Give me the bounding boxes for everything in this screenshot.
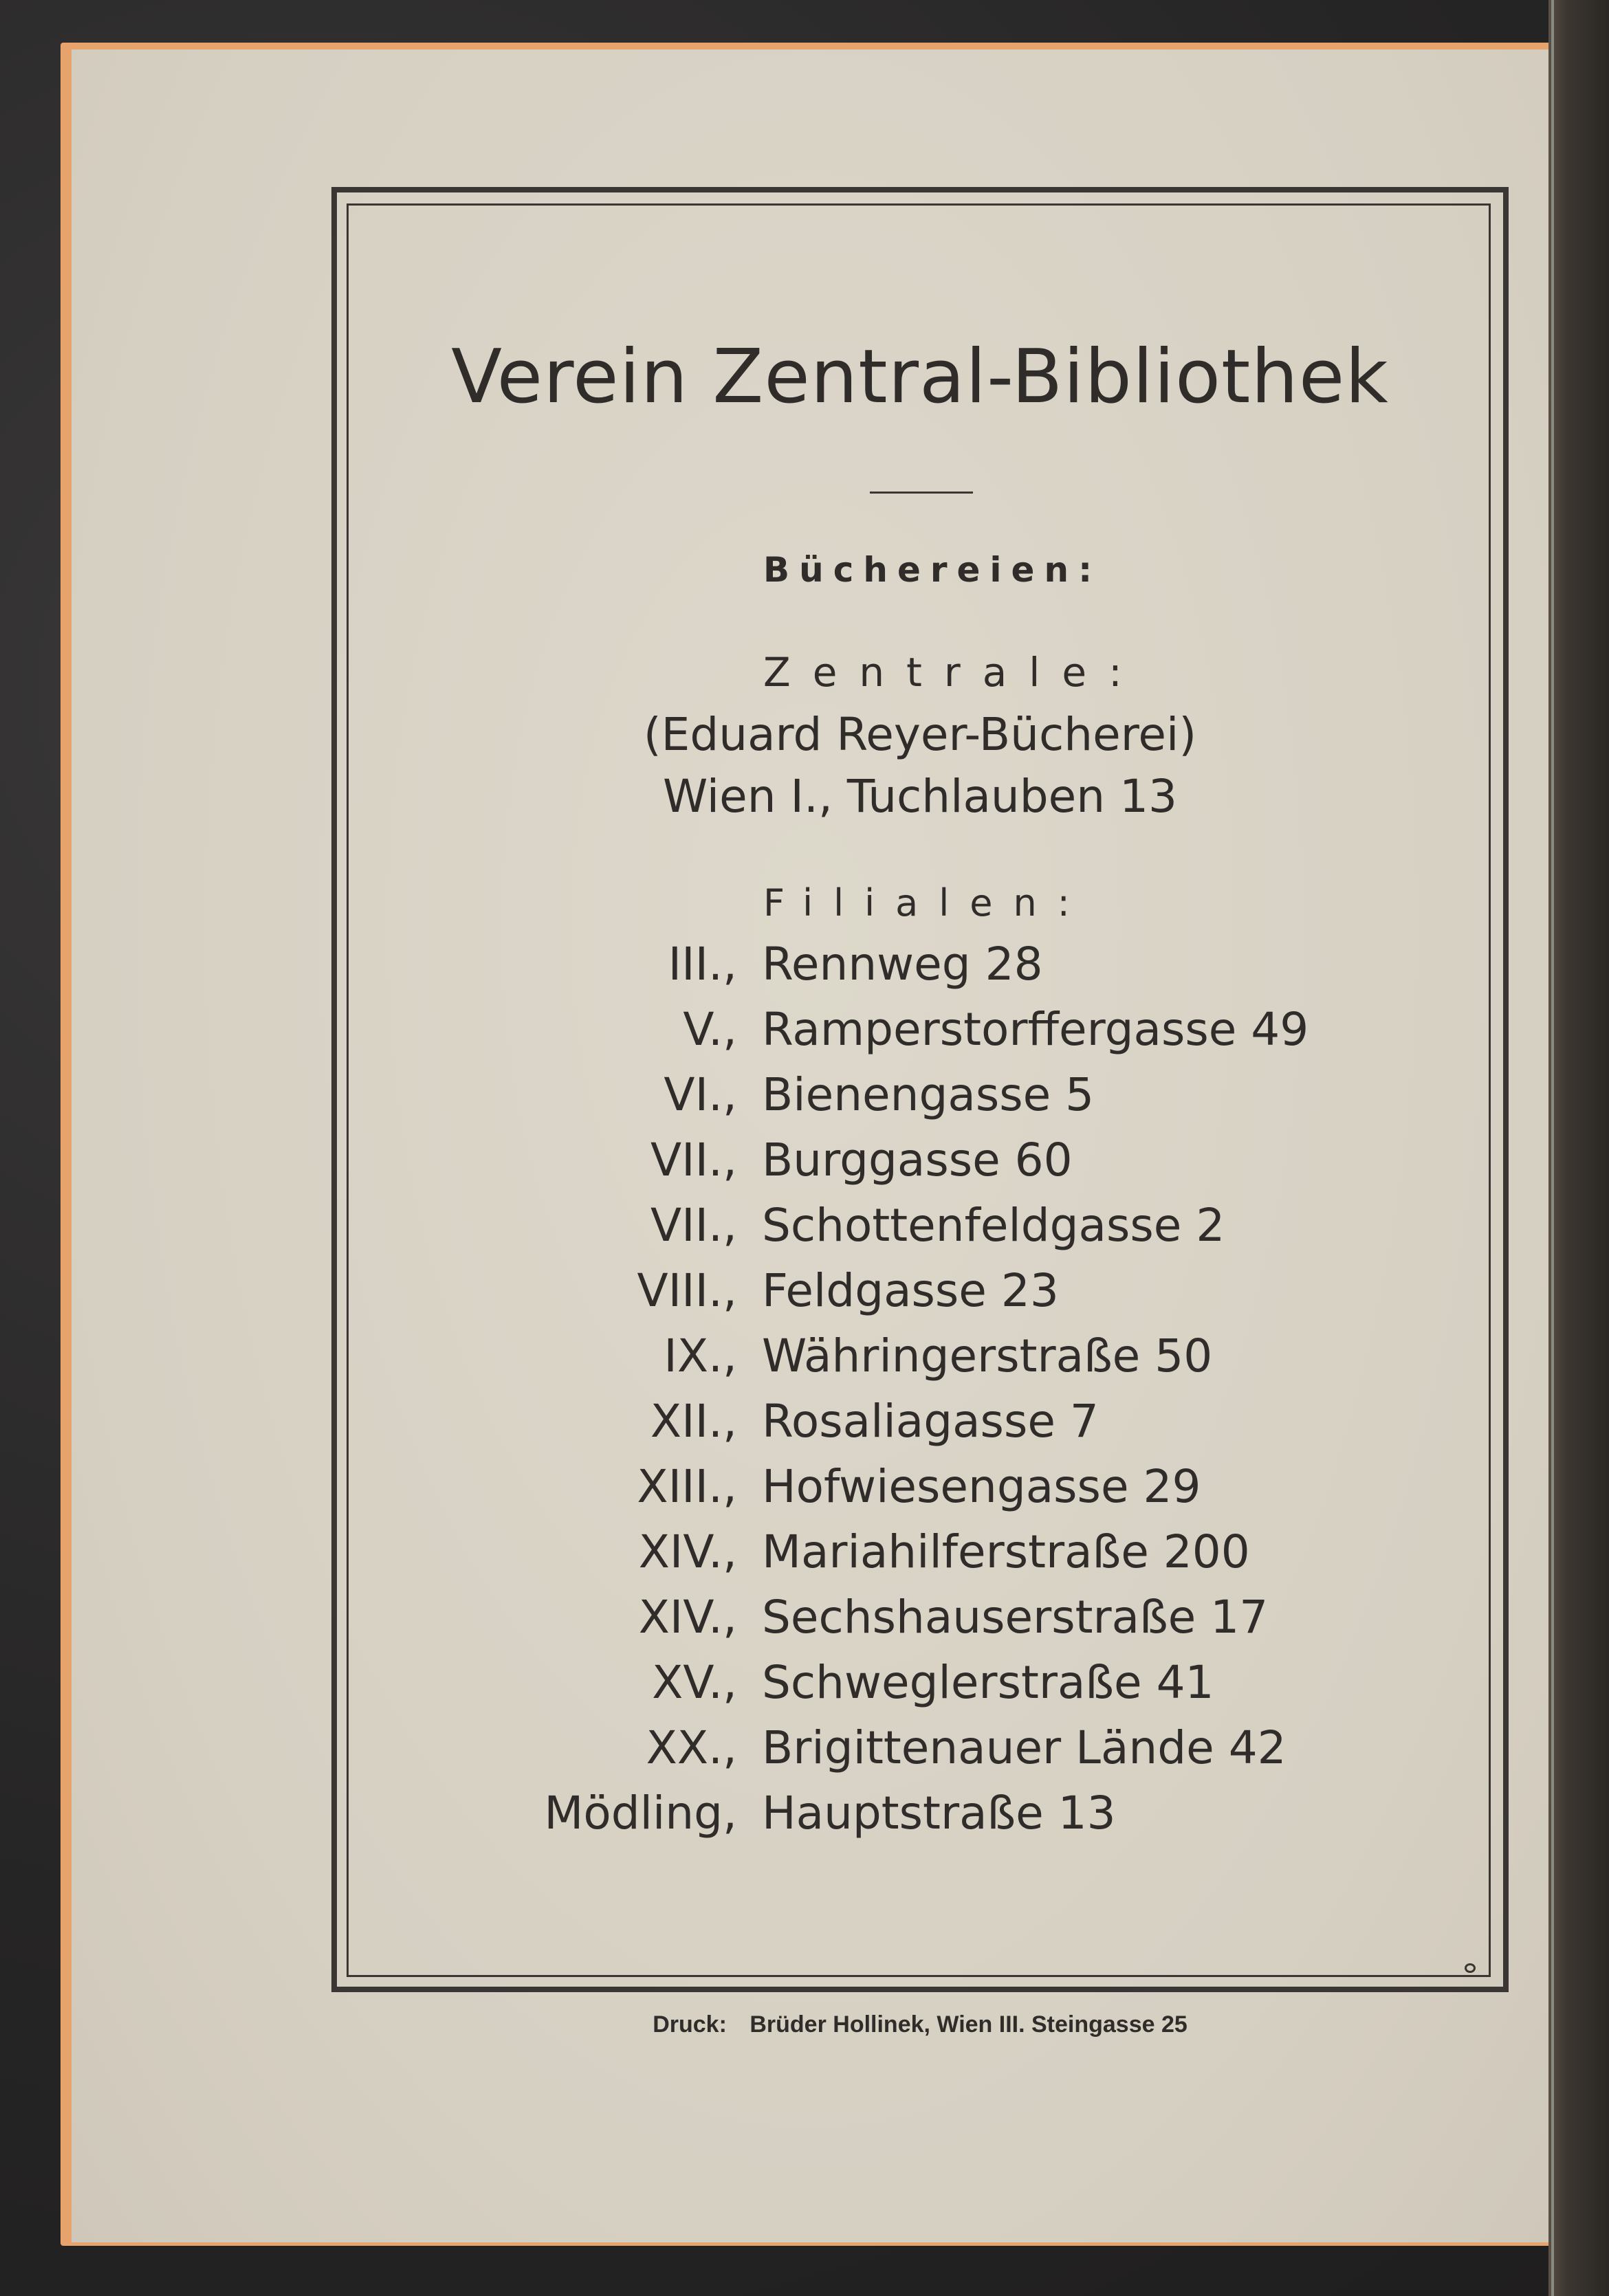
branch-street: Schottenfeldgasse 2 (762, 1199, 1225, 1252)
branch-district: VII., (650, 1199, 737, 1252)
branch-district: VIII., (637, 1264, 737, 1317)
branch-district: VI., (664, 1068, 737, 1121)
branch-street: Brigittenauer Lände 42 (762, 1721, 1287, 1774)
branch-street: Schweglerstraße 41 (762, 1656, 1214, 1709)
branch-street: Rosaliagasse 7 (762, 1395, 1099, 1448)
branch-row (0, 1395, 1609, 1460)
branch-district: XII., (650, 1395, 737, 1448)
title-rule (870, 492, 973, 494)
branch-row (0, 1460, 1609, 1525)
branch-street: Sechshauserstraße 17 (762, 1591, 1269, 1644)
branch-district: XX., (646, 1721, 737, 1774)
printer-name: Brüder Hollinek, Wien III. Steingasse 25 (749, 2011, 1187, 2038)
branch-district: XIII., (637, 1460, 737, 1513)
branch-row (0, 1199, 1609, 1264)
printer-label: Druck: (653, 2011, 727, 2038)
branch-street: Hauptstraße 13 (762, 1787, 1116, 1840)
branch-street: Hofwiesengasse 29 (762, 1460, 1201, 1513)
branch-row (0, 1656, 1609, 1721)
branch-row (0, 1003, 1609, 1068)
section-heading-libraries: Büchereien: (763, 550, 1102, 590)
branch-district: XIV., (638, 1525, 737, 1578)
branch-row (0, 1329, 1609, 1395)
branch-street: Ramperstorffergasse 49 (762, 1003, 1309, 1056)
branch-district: III., (668, 938, 737, 991)
branch-row (0, 938, 1609, 1003)
central-library-address: Wien I., Tuchlauben 13 (662, 770, 1178, 823)
branch-street: Burggasse 60 (762, 1134, 1073, 1186)
branch-district: Mödling, (544, 1787, 737, 1840)
section-heading-central: Zentrale: (763, 649, 1144, 696)
branch-street: Rennweg 28 (762, 938, 1043, 991)
page-title: Verein Zentral-Bibliothek (451, 334, 1389, 420)
section-heading-branches: Filialen: (763, 881, 1091, 925)
branch-row (0, 1721, 1609, 1787)
corner-mark-icon (1465, 1963, 1476, 1973)
branch-district: VII., (650, 1134, 737, 1186)
branch-district: XIV., (638, 1591, 737, 1644)
branch-district: V., (683, 1003, 737, 1056)
central-library-name: (Eduard Reyer-Bücherei) (643, 708, 1197, 761)
branch-row (0, 1591, 1609, 1656)
branch-row (0, 1134, 1609, 1199)
branch-street: Währingerstraße 50 (762, 1329, 1213, 1382)
branch-street: Feldgasse 23 (762, 1264, 1059, 1317)
printer-imprint (331, 2011, 1509, 2038)
branch-street: Mariahilferstraße 200 (762, 1525, 1250, 1578)
branch-row (0, 1787, 1609, 1852)
branch-row (0, 1264, 1609, 1329)
branch-district: IX., (664, 1329, 737, 1382)
branch-row (0, 1525, 1609, 1591)
branch-district: XV., (652, 1656, 737, 1709)
branch-row (0, 1068, 1609, 1134)
branch-street: Bienengasse 5 (762, 1068, 1095, 1121)
